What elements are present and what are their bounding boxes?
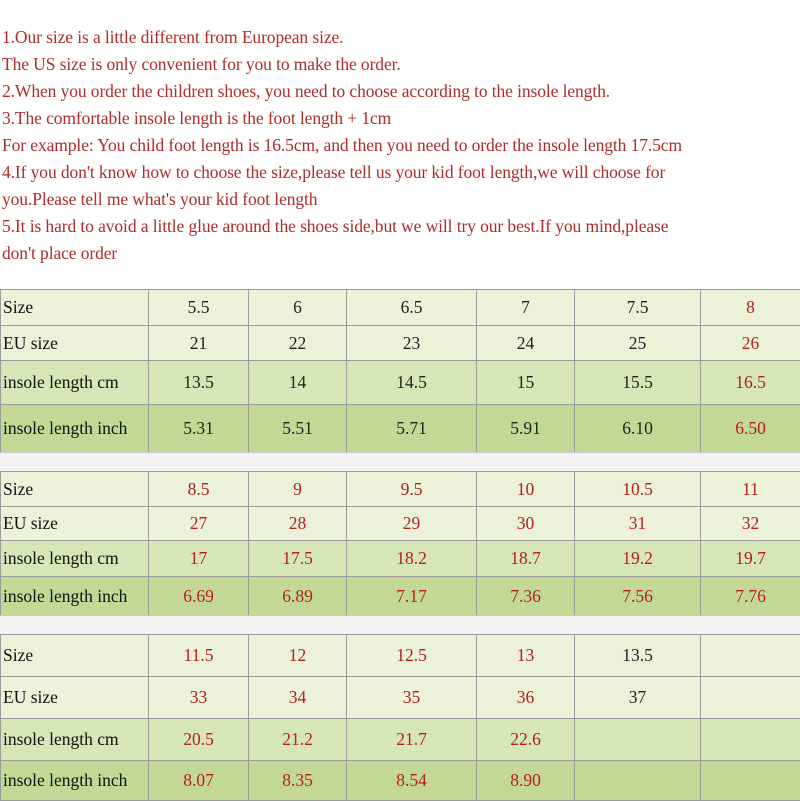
table-cell: 22.6: [477, 719, 575, 761]
table-cell: [701, 635, 800, 677]
table-spacer: [0, 615, 800, 635]
table-cell: 5.91: [477, 405, 575, 453]
table-cell: 19.2: [575, 541, 701, 577]
table-cell: 6.5: [347, 290, 477, 326]
table-cell: 5.5: [149, 290, 249, 326]
table-cell: 12.5: [347, 635, 477, 677]
size-table-2: [0, 471, 800, 616]
row-label: insole length inch: [1, 761, 149, 801]
table-cell: 10.5: [575, 472, 701, 507]
table-cell: 13.5: [149, 361, 249, 405]
table-cell: 13: [477, 635, 575, 677]
table-spacer: [0, 452, 800, 472]
table-row-insole-cm: [1, 719, 800, 761]
note-line: The US size is only convenient for you to make the order.: [2, 51, 798, 78]
size-table-3: [0, 634, 800, 801]
note-line: don't place order: [2, 240, 798, 267]
row-label: EU size: [1, 677, 149, 719]
row-label: insole length inch: [1, 577, 149, 616]
table-cell: 20.5: [149, 719, 249, 761]
table-cell: 15.5: [575, 361, 701, 405]
table-cell: 5.31: [149, 405, 249, 453]
table-cell: 25: [575, 326, 701, 361]
table-cell: 31: [575, 507, 701, 541]
table-cell: 12: [249, 635, 347, 677]
table-row-size: [1, 472, 800, 507]
table-cell: 19.7: [701, 541, 800, 577]
table-cell: 10: [477, 472, 575, 507]
note-line: 2.When you order the children shoes, you need to choose according to the insole length.: [2, 78, 798, 105]
row-label: insole length cm: [1, 361, 149, 405]
table-cell: 8.90: [477, 761, 575, 801]
table-row-insole-cm: [1, 541, 800, 577]
table-cell: 16.5: [701, 361, 800, 405]
table-cell: 15: [477, 361, 575, 405]
table-cell: 18.2: [347, 541, 477, 577]
row-label: insole length inch: [1, 405, 149, 453]
note-line: 5.It is hard to avoid a little glue around the shoes side,but we will try our best.If you mind,please: [2, 213, 798, 240]
table-cell: 22: [249, 326, 347, 361]
table-row-size: [1, 635, 800, 677]
table-cell: 11.5: [149, 635, 249, 677]
table-cell: 6.69: [149, 577, 249, 616]
table-cell: 6.89: [249, 577, 347, 616]
table-cell: 9.5: [347, 472, 477, 507]
table-row-insole-cm: [1, 361, 800, 405]
table-cell: 8.07: [149, 761, 249, 801]
table-cell: 5.71: [347, 405, 477, 453]
size-table-1: [0, 289, 800, 453]
table-row-insole-inch: [1, 577, 800, 616]
table-cell: 35: [347, 677, 477, 719]
table-cell: [575, 719, 701, 761]
table-cell: 6.50: [701, 405, 800, 453]
row-label: Size: [1, 290, 149, 326]
row-label: EU size: [1, 326, 149, 361]
table-cell: 6: [249, 290, 347, 326]
row-label: EU size: [1, 507, 149, 541]
table-row-insole-inch: [1, 761, 800, 801]
table-cell: 7: [477, 290, 575, 326]
table-cell: 7.76: [701, 577, 800, 616]
table-cell: 29: [347, 507, 477, 541]
table-row-insole-inch: [1, 405, 800, 453]
table-row-eu-size: [1, 507, 800, 541]
table-cell: 21.2: [249, 719, 347, 761]
table-cell: 30: [477, 507, 575, 541]
table-cell: [701, 719, 800, 761]
note-line: For example: You child foot length is 16.5cm, and then you need to order the insole length 17.5cm: [2, 132, 798, 159]
table-cell: 24: [477, 326, 575, 361]
table-cell: 36: [477, 677, 575, 719]
note-line: 3.The comfortable insole length is the foot length + 1cm: [2, 105, 798, 132]
row-label: Size: [1, 472, 149, 507]
table-cell: 5.51: [249, 405, 347, 453]
table-cell: 26: [701, 326, 800, 361]
row-label: Size: [1, 635, 149, 677]
table-cell: [701, 761, 800, 801]
table-cell: 13.5: [575, 635, 701, 677]
table-cell: 21: [149, 326, 249, 361]
table-cell: 8.5: [149, 472, 249, 507]
table-cell: 34: [249, 677, 347, 719]
table-cell: 11: [701, 472, 800, 507]
table-row-eu-size: [1, 326, 800, 361]
table-cell: [575, 761, 701, 801]
table-cell: 14: [249, 361, 347, 405]
table-cell: 6.10: [575, 405, 701, 453]
table-row-size: [1, 290, 800, 326]
table-cell: 14.5: [347, 361, 477, 405]
table-cell: 33: [149, 677, 249, 719]
table-cell: [701, 677, 800, 719]
row-label: insole length cm: [1, 719, 149, 761]
note-line: you.Please tell me what's your kid foot length: [2, 186, 798, 213]
table-cell: 37: [575, 677, 701, 719]
table-cell: 8.54: [347, 761, 477, 801]
table-cell: 7.5: [575, 290, 701, 326]
row-label: insole length cm: [1, 541, 149, 577]
table-cell: 17: [149, 541, 249, 577]
table-cell: 9: [249, 472, 347, 507]
table-cell: 32: [701, 507, 800, 541]
table-row-eu-size: [1, 677, 800, 719]
table-cell: 18.7: [477, 541, 575, 577]
table-cell: 7.36: [477, 577, 575, 616]
table-cell: 23: [347, 326, 477, 361]
note-line: 1.Our size is a little different from European size.: [2, 24, 798, 51]
table-cell: 7.17: [347, 577, 477, 616]
table-cell: 28: [249, 507, 347, 541]
table-cell: 21.7: [347, 719, 477, 761]
table-cell: 17.5: [249, 541, 347, 577]
table-cell: 7.56: [575, 577, 701, 616]
note-line: 4.If you don't know how to choose the size,please tell us your kid foot length,we will choose for: [2, 159, 798, 186]
table-cell: 27: [149, 507, 249, 541]
table-cell: 8.35: [249, 761, 347, 801]
size-notes: [2, 24, 798, 267]
table-cell: 8: [701, 290, 800, 326]
